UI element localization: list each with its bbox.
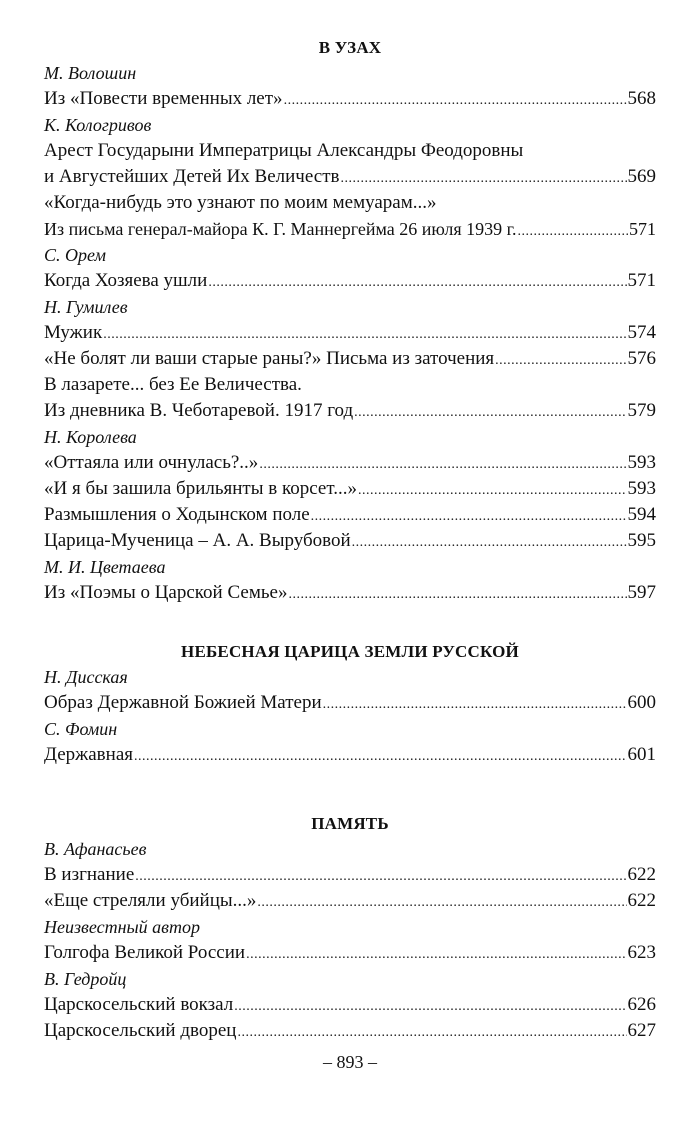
section-title: В УЗАХ [318, 38, 382, 57]
dot-leader [288, 582, 626, 608]
dot-leader [257, 890, 626, 916]
toc-entry [44, 476, 656, 502]
entry-title-line: В лазарете... без Ее Величества. [44, 374, 302, 395]
toc-entry [44, 320, 656, 346]
toc-entry [44, 940, 656, 966]
entry-page: 595 [627, 530, 656, 551]
author-name: Н. Дисская [44, 667, 128, 687]
author-name: Неизвестный автор [44, 917, 200, 937]
dot-leader [518, 219, 629, 245]
entry-title: Образ Державной Божией Матери [44, 692, 322, 713]
entry-title: Из письма генерал-майора К. Г. Маннергейма 26 июля 1939 г. [44, 219, 517, 239]
entry-page: 597 [627, 582, 656, 603]
entry-page: 571 [629, 219, 656, 239]
entry-title: «Не болят ли ваши старые раны?» Письма из заточения [44, 348, 495, 369]
toc-entry [44, 580, 656, 606]
toc-entry [44, 992, 656, 1018]
toc-entry [44, 888, 656, 914]
toc-entry [44, 528, 656, 554]
author-name: В. Гедройц [44, 969, 127, 989]
section-spacer [44, 606, 656, 640]
entry-title: Когда Хозяева ушли [44, 270, 208, 291]
dot-leader [237, 1020, 626, 1046]
dot-leader [134, 744, 627, 770]
entry-title: Из «Повести временных лет» [44, 88, 283, 109]
dot-leader [352, 530, 627, 556]
entry-title: В изгнание [44, 864, 135, 885]
entry-title: и Августейших Детей Их Величеств [44, 166, 340, 187]
dot-leader [103, 322, 626, 348]
entry-page: 571 [627, 270, 656, 291]
table-of-contents [44, 36, 656, 1044]
entry-page: 627 [627, 1020, 656, 1041]
entry-title: Голгофа Великой России [44, 942, 246, 963]
author-name: М. И. Цветаева [44, 557, 166, 577]
author-name: Н. Гумилев [44, 297, 128, 317]
entry-page: 569 [627, 166, 656, 187]
author-name: С. Орем [44, 245, 107, 265]
author-name: Н. Королева [44, 427, 137, 447]
toc-entry [44, 1018, 656, 1044]
section-spacer [44, 768, 656, 812]
toc-entry [44, 690, 656, 716]
entry-title: Державная [44, 744, 133, 765]
entry-page: 568 [627, 88, 656, 109]
entry-title: Из «Поэмы о Царской Семье» [44, 582, 288, 603]
entry-page: 626 [627, 994, 656, 1015]
entry-page: 593 [627, 452, 656, 473]
entry-title: «И я бы зашила брильянты в корсет...» [44, 478, 357, 499]
entry-title: Царскосельский вокзал [44, 994, 234, 1015]
toc-entry [44, 862, 656, 888]
dot-leader [135, 864, 626, 890]
toc-entry [44, 450, 656, 476]
dot-leader [495, 348, 626, 374]
section-title: НЕБЕСНАЯ ЦАРИЦА ЗЕМЛИ РУССКОЙ [181, 642, 519, 661]
toc-entry [44, 742, 656, 768]
author-name: С. Фомин [44, 719, 118, 739]
toc-entry [44, 216, 656, 242]
entry-title: Из дневника В. Чеботаревой. 1917 год [44, 400, 354, 421]
entry-page: 622 [627, 864, 656, 885]
dot-leader [323, 692, 627, 718]
toc-entry [44, 164, 656, 190]
toc-entry [44, 86, 656, 112]
entry-title-line: Арест Государыни Императрицы Александры Феодоровны [44, 140, 524, 161]
dot-leader [259, 452, 626, 478]
entry-title: Мужик [44, 322, 103, 343]
entry-page: 600 [627, 692, 656, 713]
author-name: В. Афанасьев [44, 839, 147, 859]
dot-leader [208, 270, 626, 296]
dot-leader [246, 942, 626, 968]
entry-page: 574 [627, 322, 656, 343]
entry-title: Царица-Мученица – А. А. Вырубовой [44, 530, 351, 551]
toc-entry [44, 346, 656, 372]
author-name: К. Кологривов [44, 115, 152, 135]
entry-page: 579 [627, 400, 656, 421]
entry-page: 576 [627, 348, 656, 369]
dot-leader [358, 478, 627, 504]
entry-page: 601 [627, 744, 656, 765]
dot-leader [354, 400, 626, 426]
entry-title: Царскосельский дворец [44, 1020, 237, 1041]
section-title: ПАМЯТЬ [311, 814, 389, 833]
dot-leader [340, 166, 626, 192]
page-number: – 893 – [323, 1052, 377, 1072]
entry-title: «Оттаяла или очнулась?..» [44, 452, 259, 473]
entry-title: Размышления о Ходынском поле [44, 504, 310, 525]
entry-title-line: «Когда-нибудь это узнают по моим мемуарам...» [44, 192, 437, 213]
entry-page: 594 [627, 504, 656, 525]
toc-entry [44, 502, 656, 528]
entry-page: 622 [627, 890, 656, 911]
toc-entry [44, 268, 656, 294]
entry-title: «Еще стреляли убийцы...» [44, 890, 257, 911]
toc-entry [44, 398, 656, 424]
entry-page: 623 [627, 942, 656, 963]
dot-leader [234, 994, 626, 1020]
dot-leader [284, 88, 627, 114]
author-name: М. Волошин [44, 63, 137, 83]
entry-page: 593 [627, 478, 656, 499]
dot-leader [311, 504, 627, 530]
